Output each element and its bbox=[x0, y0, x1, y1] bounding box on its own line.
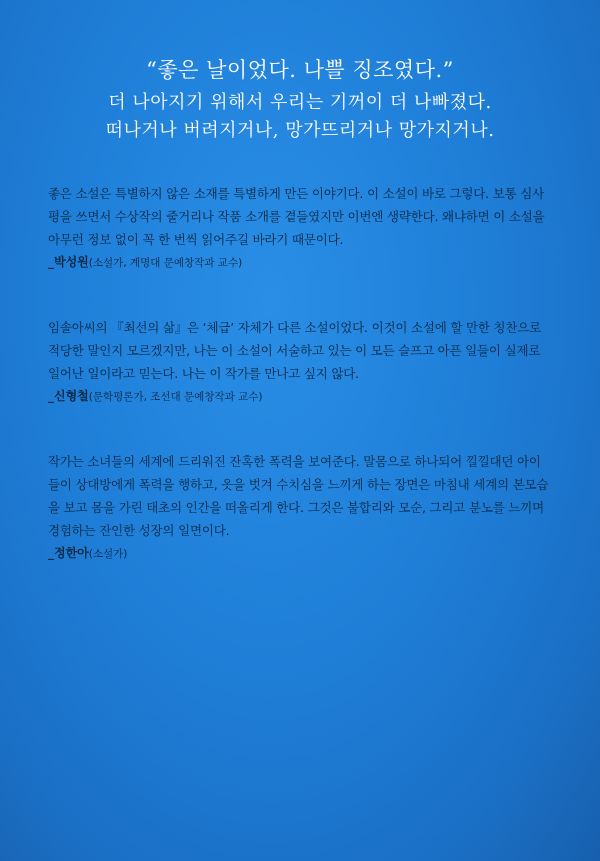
review-text: 임솔아씨의 『최선의 삶』은 ‘체급’ 자체가 다른 소설이었다. 이것이 소설에 할 만한 칭찬으로 적당한 말인지 모르겠지만, 나는 이 소설이 서술하고 있는 이 모든 슬프고 아픈 일들이 실제로 일어난 일이라고 믿는다. 나는 이 작가를 만나고 싶지 않다. bbox=[48, 320, 542, 381]
reviewer-name: _신형철 bbox=[48, 389, 89, 403]
review-credit bbox=[48, 253, 552, 272]
review-credit bbox=[48, 544, 552, 563]
reviewer-name: _박성원 bbox=[48, 255, 89, 269]
review-credit bbox=[48, 387, 552, 406]
reviewer-role: (문학평론가, 조선대 문예창작과 교수) bbox=[88, 391, 263, 403]
reviews-list bbox=[48, 182, 552, 607]
review-3 bbox=[48, 450, 552, 563]
headline-block bbox=[0, 55, 600, 145]
headline-quote: “좋은 날이었다. 나쁠 징조였다.” bbox=[146, 58, 454, 82]
review-text: 작가는 소녀들의 세계에 드리워진 잔혹한 폭력을 보여준다. 말몸으로 하나되어 낄낄대던 아이들이 상대방에게 폭력을 행하고, 옷을 벗겨 수치심을 느끼게 하는 장면은 마침내 세계의 본모습을 보고 몸을 가린 태초의 인간을 떠올리게 한다. 그것은 불합리와 모순, 그리고 분노를 느끼며 경험하는 잔인한 성장의 일면이다. bbox=[48, 454, 549, 538]
reviewer-name: _정한아 bbox=[48, 546, 89, 560]
review-text: 좋은 소설은 특별하지 않은 소재를 특별하게 만든 이야기다. 이 소설이 바로 그렇다. 보통 심사평을 쓰면서 수상작의 줄거리나 작품 소개를 곁들였지만 이번엔 생략한다. 왜냐하면 이 소설을 아무런 정보 없이 꼭 한 번씩 읽어주길 바라기 때문이다. bbox=[48, 186, 545, 247]
reviewer-role: (소설가) bbox=[88, 548, 128, 560]
review-2 bbox=[48, 316, 552, 406]
headline-line-2: 떠나거나 버려지거나, 망가뜨리거나 망가지거나. bbox=[105, 120, 495, 141]
review-1 bbox=[48, 182, 552, 272]
reviewer-role: (소설가, 계명대 문예창작과 교수) bbox=[88, 257, 243, 269]
headline-line-1: 더 나아지기 위해서 우리는 기꺼이 더 나빠졌다. bbox=[108, 92, 492, 113]
